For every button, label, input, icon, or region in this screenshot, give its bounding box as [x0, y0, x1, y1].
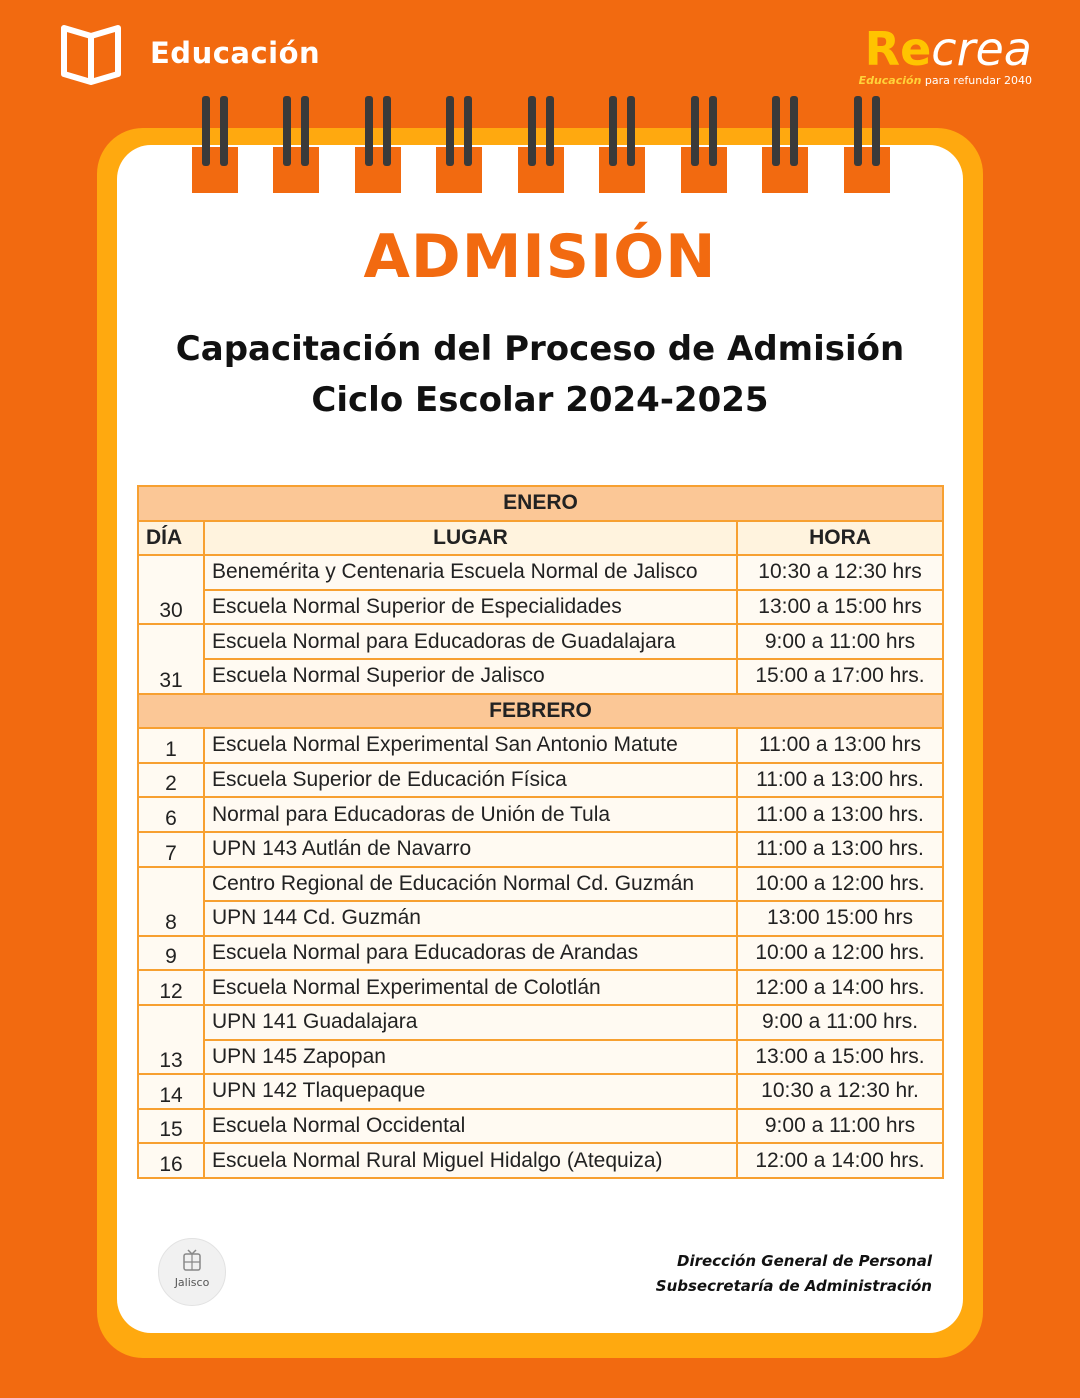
- day-cell: 12: [138, 970, 204, 1005]
- spiral-ring: [355, 96, 401, 193]
- day-cell: 14: [138, 1074, 204, 1109]
- page-title: ADMISIÓN: [363, 222, 717, 292]
- page-subtitle: [117, 324, 963, 426]
- spiral-ring: [762, 96, 808, 193]
- place-cell: Escuela Normal Rural Miguel Hidalgo (Atequiza): [204, 1143, 737, 1178]
- time-cell: 9:00 a 11:00 hrs.: [737, 1005, 943, 1040]
- day-cell: 7: [138, 832, 204, 867]
- time-cell: 11:00 a 13:00 hrs.: [737, 832, 943, 867]
- place-cell: Escuela Normal para Educadoras de Arandas: [204, 936, 737, 971]
- time-cell: 12:00 a 14:00 hrs.: [737, 1143, 943, 1178]
- place-cell: Escuela Superior de Educación Física: [204, 763, 737, 798]
- education-logo: [58, 20, 320, 86]
- day-cell: 30: [138, 555, 204, 624]
- spiral-ring: [681, 96, 727, 193]
- footer-line-2: Subsecretaría de Administración: [655, 1277, 932, 1295]
- spiral-ring: [844, 96, 890, 193]
- footer-credits: [656, 1249, 932, 1299]
- table-row: [138, 659, 943, 694]
- day-cell: 31: [138, 624, 204, 693]
- spiral-ring: [192, 96, 238, 193]
- time-cell: 13:00 a 15:00 hrs.: [737, 1040, 943, 1075]
- time-cell: 10:30 a 12:30 hrs: [737, 555, 943, 590]
- place-cell: Centro Regional de Educación Normal Cd. Guzmán: [204, 867, 737, 902]
- place-cell: Benemérita y Centenaria Escuela Normal de Jalisco: [204, 555, 737, 590]
- recrea-logo: [858, 22, 1032, 87]
- place-cell: UPN 142 Tlaquepaque: [204, 1074, 737, 1109]
- recrea-re: Re: [864, 22, 932, 76]
- place-cell: UPN 145 Zapopan: [204, 1040, 737, 1075]
- spiral-ring: [273, 96, 319, 193]
- day-cell: 6: [138, 797, 204, 832]
- time-cell: 9:00 a 11:00 hrs: [737, 624, 943, 659]
- recrea-tagline: Educación para refundar 2040: [858, 74, 1032, 87]
- table-row: [138, 624, 943, 659]
- day-cell: 2: [138, 763, 204, 798]
- coat-of-arms-icon: [180, 1248, 204, 1274]
- table-row: [138, 1074, 943, 1109]
- subtitle-line-2: Ciclo Escolar 2024-2025: [311, 380, 769, 420]
- jalisco-logo: [158, 1238, 226, 1306]
- table-row: [138, 1143, 943, 1178]
- day-cell: 16: [138, 1143, 204, 1178]
- place-cell: Escuela Normal Experimental de Colotlán: [204, 970, 737, 1005]
- spiral-ring: [436, 96, 482, 193]
- time-cell: 12:00 a 14:00 hrs.: [737, 970, 943, 1005]
- spiral-ring: [518, 96, 564, 193]
- table-row: [138, 1005, 943, 1040]
- month-name: FEBRERO: [138, 694, 943, 729]
- time-cell: 11:00 a 13:00 hrs.: [737, 797, 943, 832]
- day-cell: 15: [138, 1109, 204, 1144]
- time-cell: 10:00 a 12:00 hrs.: [737, 936, 943, 971]
- brand-label: Educación: [150, 36, 321, 70]
- day-cell: 8: [138, 867, 204, 936]
- time-cell: 11:00 a 13:00 hrs: [737, 728, 943, 763]
- place-cell: UPN 144 Cd. Guzmán: [204, 901, 737, 936]
- table-row: [138, 797, 943, 832]
- place-cell: Escuela Normal para Educadoras de Guadalajara: [204, 624, 737, 659]
- jalisco-label: Jalisco: [174, 1276, 210, 1289]
- column-header-dia: DÍA: [138, 521, 204, 556]
- place-cell: Escuela Normal Occidental: [204, 1109, 737, 1144]
- table-row: [138, 1109, 943, 1144]
- subtitle-line-1: Capacitación del Proceso de Admisión: [175, 329, 905, 369]
- footer-line-1: Dirección General de Personal: [677, 1252, 932, 1270]
- table-row: [138, 901, 943, 936]
- table-row: [138, 970, 943, 1005]
- place-cell: Escuela Normal Experimental San Antonio Matute: [204, 728, 737, 763]
- table-row: [138, 832, 943, 867]
- column-header-row: [138, 521, 943, 556]
- table-row: [138, 1040, 943, 1075]
- schedule-table: [137, 485, 944, 1179]
- place-cell: Escuela Normal Superior de Especialidades: [204, 590, 737, 625]
- table-row: [138, 555, 943, 590]
- place-cell: Escuela Normal Superior de Jalisco: [204, 659, 737, 694]
- recrea-crea: crea: [931, 22, 1032, 76]
- month-name: ENERO: [138, 486, 943, 521]
- day-cell: 13: [138, 1005, 204, 1074]
- time-cell: 13:00 a 15:00 hrs: [737, 590, 943, 625]
- place-cell: UPN 143 Autlán de Navarro: [204, 832, 737, 867]
- place-cell: UPN 141 Guadalajara: [204, 1005, 737, 1040]
- place-cell: Normal para Educadoras de Unión de Tula: [204, 797, 737, 832]
- table-row: [138, 728, 943, 763]
- spiral-ring: [599, 96, 645, 193]
- time-cell: 10:30 a 12:30 hr.: [737, 1074, 943, 1109]
- month-row: [138, 486, 943, 521]
- table-row: [138, 763, 943, 798]
- time-cell: 11:00 a 13:00 hrs.: [737, 763, 943, 798]
- time-cell: 13:00 15:00 hrs: [737, 901, 943, 936]
- column-header-lugar: LUGAR: [204, 521, 737, 556]
- day-cell: 1: [138, 728, 204, 763]
- table-row: [138, 867, 943, 902]
- month-row: [138, 694, 943, 729]
- time-cell: 10:00 a 12:00 hrs.: [737, 867, 943, 902]
- table-row: [138, 936, 943, 971]
- column-header-hora: HORA: [737, 521, 943, 556]
- time-cell: 15:00 a 17:00 hrs.: [737, 659, 943, 694]
- book-icon: [58, 20, 124, 86]
- day-cell: 9: [138, 936, 204, 971]
- table-row: [138, 590, 943, 625]
- time-cell: 9:00 a 11:00 hrs: [737, 1109, 943, 1144]
